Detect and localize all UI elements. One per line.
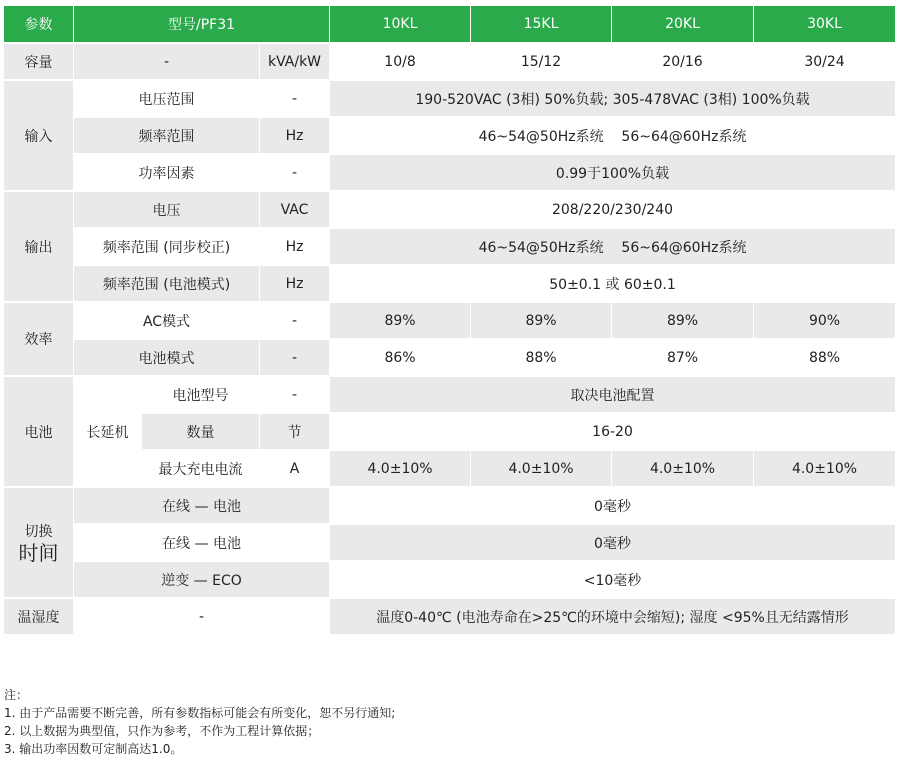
spec-table-container [4, 6, 896, 636]
transfer-group-label [4, 488, 74, 599]
param-name: 最大充电电流 [142, 451, 260, 488]
header-param: 参数 [4, 6, 74, 44]
param-value: 46~54@50Hz系统 56~64@60Hz系统 [330, 229, 896, 266]
param-value: 4.0±10% [330, 451, 471, 488]
param-name: 频率范围 (电池模式) [74, 266, 260, 303]
param-value: 46~54@50Hz系统 56~64@60Hz系统 [330, 118, 896, 155]
output-row [4, 266, 896, 303]
output-row [4, 192, 896, 229]
header-col-30kl: 30KL [754, 6, 896, 44]
param-unit: 节 [260, 414, 330, 451]
notes-title: 注： [4, 688, 29, 702]
param-value: 0.99于100%负载 [330, 155, 896, 192]
param-value: 0毫秒 [330, 488, 896, 525]
input-row [4, 155, 896, 192]
param-name: 频率范围 (同步校正) [74, 229, 260, 266]
humidity-dash: - [74, 599, 330, 636]
header-col-20kl: 20KL [612, 6, 754, 44]
param-unit: A [260, 451, 330, 488]
capacity-value: 30/24 [754, 44, 896, 81]
capacity-unit: kVA/kW [260, 44, 330, 81]
param-unit: - [260, 303, 330, 340]
input-group-label: 输入 [4, 81, 74, 192]
param-value: 88% [471, 340, 612, 377]
param-value: <10毫秒 [330, 562, 896, 599]
param-value: 208/220/230/240 [330, 192, 896, 229]
spec-table [4, 6, 896, 636]
param-value: 4.0±10% [612, 451, 754, 488]
header-col-10kl: 10KL [330, 6, 471, 44]
param-unit: VAC [260, 192, 330, 229]
param-unit: Hz [260, 229, 330, 266]
output-row [4, 229, 896, 266]
param-name: 电池模式 [74, 340, 260, 377]
param-name: 在线 — 电池 [74, 525, 330, 562]
param-name: 电池型号 [142, 377, 260, 414]
param-name: 电压 [74, 192, 260, 229]
header-model: 型号/PF31 [74, 6, 330, 44]
header-col-15kl: 15KL [471, 6, 612, 44]
capacity-value: 15/12 [471, 44, 612, 81]
efficiency-group-label: 效率 [4, 303, 74, 377]
param-name: 频率范围 [74, 118, 260, 155]
capacity-dash: - [74, 44, 260, 81]
param-name: AC模式 [74, 303, 260, 340]
param-value: 89% [612, 303, 754, 340]
battery-sub-label: 长延机 [74, 377, 142, 488]
param-value: 89% [471, 303, 612, 340]
transfer-row [4, 525, 896, 562]
humidity-row [4, 599, 896, 636]
param-value: 取决电池配置 [330, 377, 896, 414]
note-item: 1. 由于产品需要不断完善，所有参数指标可能会有所变化，恕不另行通知; [4, 706, 396, 720]
param-name: 在线 — 电池 [74, 488, 330, 525]
capacity-row [4, 44, 896, 81]
output-group-label: 输出 [4, 192, 74, 303]
param-value: 0毫秒 [330, 525, 896, 562]
transfer-row [4, 488, 896, 525]
param-value: 86% [330, 340, 471, 377]
param-name: 电压范围 [74, 81, 260, 118]
param-unit: Hz [260, 118, 330, 155]
param-unit: - [260, 340, 330, 377]
param-value: 190-520VAC (3相) 50%负载; 305-478VAC (3相) 100%负载 [330, 81, 896, 118]
header-row [4, 6, 896, 44]
param-name: 功率因素 [74, 155, 260, 192]
efficiency-row [4, 303, 896, 340]
humidity-label: 温湿度 [4, 599, 74, 636]
input-row [4, 81, 896, 118]
humidity-value: 温度0-40℃ (电池寿命在>25℃的环境中会缩短); 湿度 <95%且无结露情形 [330, 599, 896, 636]
efficiency-row [4, 340, 896, 377]
input-row [4, 118, 896, 155]
transfer-row [4, 562, 896, 599]
transfer-group-line2: 时间 [18, 540, 59, 565]
param-value: 4.0±10% [754, 451, 896, 488]
notes-section [4, 686, 395, 758]
param-value: 16-20 [330, 414, 896, 451]
transfer-group-line1: 切换 [24, 523, 53, 540]
param-unit: - [260, 155, 330, 192]
capacity-label: 容量 [4, 44, 74, 81]
param-value: 4.0±10% [471, 451, 612, 488]
note-item: 2. 以上数据为典型值，只作为参考，不作为工程计算依据； [4, 724, 320, 738]
param-unit: Hz [260, 266, 330, 303]
battery-group-label: 电池 [4, 377, 74, 488]
param-value: 50±0.1 或 60±0.1 [330, 266, 896, 303]
param-value: 90% [754, 303, 896, 340]
param-unit: - [260, 377, 330, 414]
capacity-value: 10/8 [330, 44, 471, 81]
param-name: 数量 [142, 414, 260, 451]
param-value: 89% [330, 303, 471, 340]
param-unit: - [260, 81, 330, 118]
note-item: 3. 输出功率因数可定制高达1.0。 [4, 742, 183, 756]
battery-row [4, 377, 896, 414]
param-value: 87% [612, 340, 754, 377]
param-name: 逆变 — ECO [74, 562, 330, 599]
param-value: 88% [754, 340, 896, 377]
capacity-value: 20/16 [612, 44, 754, 81]
